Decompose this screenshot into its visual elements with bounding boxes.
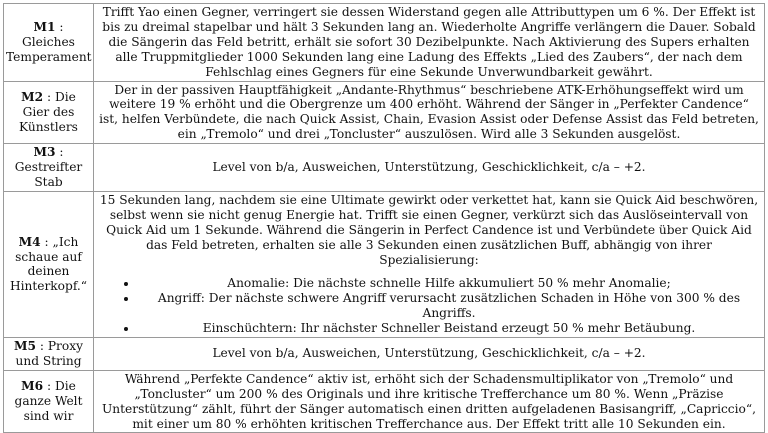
constellation-table — [3, 3, 765, 433]
row-label — [4, 338, 94, 371]
table-row — [4, 4, 765, 82]
row-text: Trifft Yao einen Gegner, verringert sie dessen Widerstand gegen alle Attributtypen um 6 %. Der Effekt ist bis zu dreimal stapelbar und hält 3 Sekunden lang an. Wiederholte Angriffe verlängern die Dauer. Sobald die Sängerin das Feld betritt, erhält sie sofort 30 Dezibelpunkte. Nach Aktivierung des Supers erhalten alle Truppmitglieder 1000 Sekunden lang eine Ladung des Effekts „Lied des Zaubers“, der nach dem Fehlschlag eines Gegners für eine Sekunde Unverwundbarkeit gewährt. — [102, 5, 756, 79]
bullet-text: • Anomalie: Die nächste schnelle Hilfe akkumuliert 50 % mehr Anomalie; — [227, 276, 671, 291]
table-row — [4, 81, 765, 144]
row-id: M5 — [14, 339, 36, 354]
row-label — [4, 144, 94, 192]
row-separator: : — [44, 234, 53, 249]
row-id: M1 — [33, 19, 56, 34]
row-name: Die Gier des Künstlers — [19, 89, 78, 134]
row-separator: : — [59, 19, 64, 34]
row-name: „Ich schaue auf deinen Hinterkopf.“ — [9, 234, 88, 294]
row-label — [4, 4, 94, 82]
row-name: Proxy und String — [15, 339, 83, 368]
row-name: Gleiches Temperament — [6, 34, 92, 64]
row-text: 15 Sekunden lang, nachdem sie eine Ultimate gewirkt oder verkettet hat, kann sie Quick Aid beschwören, selbst wenn sie nicht genug Energie hat. Trifft sie einen Gegner, verkürzt sich das Auslöseintervall von Quick Aid um 1 Sekunde. Während die Sängerin in Perfect Candence ist und Verbündete über Quick Aid das Feld betreten, erhalten sie alle 3 Sekunden einen zusätzlichen Buff, abhängig von ihrer Spezialisierung: — [99, 192, 759, 267]
table-row — [4, 338, 765, 371]
row-id: M4 — [18, 234, 41, 249]
bullet-text: • Einschüchtern: Ihr nächster Schneller Beistand erzeugt 50 % mehr Betäubung. — [202, 321, 696, 336]
row-name: Gestreifter Stab — [14, 160, 83, 189]
row-id: M3 — [33, 145, 56, 160]
row-label — [4, 81, 94, 144]
row-separator: : — [46, 379, 55, 394]
list-item — [138, 321, 760, 336]
row-description — [94, 191, 765, 337]
row-description — [94, 370, 765, 433]
row-name: Die ganze Welt sind wir — [14, 379, 83, 424]
row-text: Level von b/a, Ausweichen, Unterstützung, Geschicklichkeit, c/a – +2. — [212, 160, 646, 175]
table-row — [4, 144, 765, 192]
row-separator: : — [59, 145, 64, 160]
bullet-text: • Angriff: Der nächste schwere Angriff verursacht zusätzlichen Schaden in Höhe von 300 % des Angriffs. — [157, 291, 741, 321]
row-description — [94, 81, 765, 144]
table-row — [4, 191, 765, 337]
row-description — [94, 338, 765, 371]
row-id: M6 — [21, 379, 44, 394]
specialization-list — [98, 276, 760, 336]
list-item — [138, 276, 760, 291]
row-text: Level von b/a, Ausweichen, Unterstützung, Geschicklichkeit, c/a – +2. — [212, 346, 646, 361]
row-label — [4, 370, 94, 433]
list-item — [138, 291, 760, 321]
row-text: Der in der passiven Hauptfähigkeit „Andante-Rhythmus“ beschriebene ATK-Erhöhungseffekt wird um weitere 19 % erhöht und die Obergrenze um 400 erhöht. Während der Sänger in „Perfekter Candence“ ist, helfen Verbündete, die nach Quick Assist, Chain, Evasion Assist oder Defense Assist das Feld betreten, ein „Tremolo“ und drei „Toncluster“ auszulösen. Wird alle 3 Sekunden ausgelöst. — [99, 82, 759, 142]
row-label — [4, 191, 94, 337]
row-separator: : — [39, 339, 48, 354]
table-row — [4, 370, 765, 433]
row-text: Während „Perfekte Candence“ aktiv ist, erhöht sich der Schadensmultiplikator von „Tremolo“ und „Toncluster“ um 200 % des Originals und ihre kritische Trefferchance um 80 %. Wenn „Präzise Unterstützung“ zählt, führt der Sänger automatisch einen dritten aufgeladenen Basisangriff, „Capriccio“, mit einer um 80 % erhöhten kritischen Trefferchance aus. Der Effekt tritt alle 10 Sekunden ein. — [102, 371, 756, 431]
row-id: M2 — [21, 89, 44, 104]
row-description — [94, 4, 765, 82]
row-description — [94, 144, 765, 192]
row-separator: : — [46, 89, 55, 104]
